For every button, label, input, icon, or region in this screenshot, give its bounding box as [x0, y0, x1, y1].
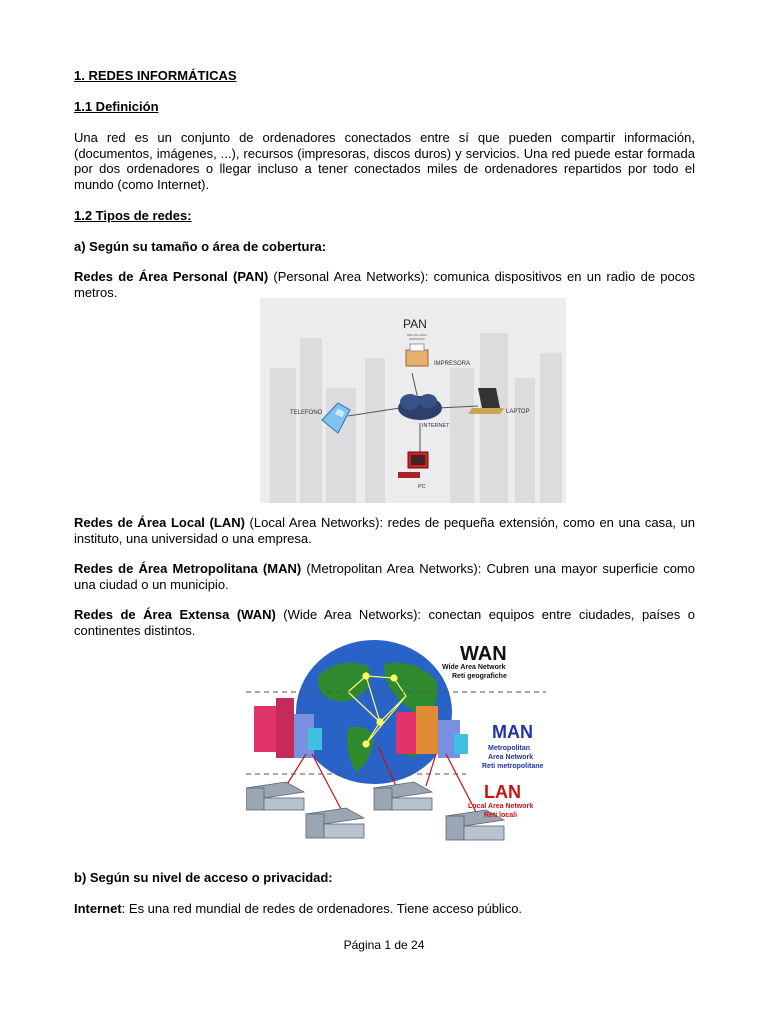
man-text: (Metropolitan Area Networks): Cubren una mayor superficie como una ciudad o un municipio. — [74, 561, 695, 592]
network-types-heading: 1.2 Tipos de redes: — [74, 208, 192, 223]
lan-paragraph — [74, 515, 695, 546]
wan-term: Redes de Área Extensa (WAN) — [74, 607, 276, 622]
internet-paragraph — [74, 901, 695, 917]
pan-title: PAN — [403, 317, 427, 331]
pan-text: (Personal Area Networks): comunica dispositivos en un radio de pocos metros. — [74, 269, 695, 300]
man-term: Redes de Área Metropolitana (MAN) — [74, 561, 302, 576]
subheading-coverage: a) Según su tamaño o área de cobertura: — [74, 239, 327, 254]
printer-label: IMPRESORA — [434, 361, 471, 367]
page-number-footer: Página 1 de 24 — [343, 938, 425, 952]
lan-text: (Local Area Networks): redes de pequeña extensión, como en una casa, un instituto, una universidad o una empresa. — [74, 515, 695, 546]
wan-title: WAN — [460, 643, 507, 665]
cloud-icon — [398, 394, 442, 420]
subheading-access: b) Según su nivel de acceso o privacidad: — [74, 870, 333, 885]
wan-subtitle-1: Wide Area Network — [442, 664, 506, 671]
internet-term: Internet — [74, 901, 122, 916]
wan-subtitle-2: Reti geografiche — [452, 673, 507, 680]
wan-text: (Wide Area Networks): conectan equipos entre ciudades, países o continentes distintos. — [74, 607, 695, 638]
man-subtitle-1: Metropolitan — [488, 745, 530, 752]
definition-paragraph: Una red es un conjunto de ordenadores conectados entre sí que pueden compartir información, (documentos, imágenes, ...), recursos (impresoras, discos duros) y servicios. Una red puede estar formada por dos ordenadores o llegar incluso a tener conectados miles de ordenadores repartidos por todo el mundo (como Internet). — [74, 130, 695, 192]
man-subtitle-2: Area Network — [488, 754, 534, 761]
pan-diagram-svg — [260, 298, 566, 503]
man-subtitle-3: Reti metropolitane — [482, 763, 544, 770]
lan-subtitle-1: Local Area Network — [468, 803, 534, 810]
main-heading: 1. REDES INFORMÁTICAS — [74, 68, 237, 83]
pan-term: Redes de Área Personal (PAN) — [74, 269, 269, 284]
pc-label: PC — [418, 484, 426, 490]
wan-paragraph — [74, 607, 695, 638]
phone-label: TELEFONO — [290, 410, 323, 416]
lan-title: LAN — [484, 782, 521, 802]
pan-subtitle-1: RED DE ÁREA — [407, 333, 428, 337]
pan-paragraph — [74, 269, 695, 300]
internet-text: : Es una red mundial de redes de ordenadores. Tiene acceso público. — [121, 901, 523, 916]
pan-subtitle-2: PERSONAL — [409, 337, 426, 341]
man-title: MAN — [492, 722, 533, 742]
lan-subtitle-2: Reti locali — [484, 812, 518, 819]
definition-heading: 1.1 Definición — [74, 99, 159, 114]
pan-diagram — [260, 298, 566, 503]
man-paragraph — [74, 561, 695, 592]
lan-term: Redes de Área Local (LAN) — [74, 515, 245, 530]
wan-man-lan-diagram — [246, 636, 558, 852]
internet-label: INTERNET — [422, 423, 450, 429]
laptop-label: LAPTOP — [506, 409, 530, 415]
wan-diagram-svg — [246, 636, 558, 852]
